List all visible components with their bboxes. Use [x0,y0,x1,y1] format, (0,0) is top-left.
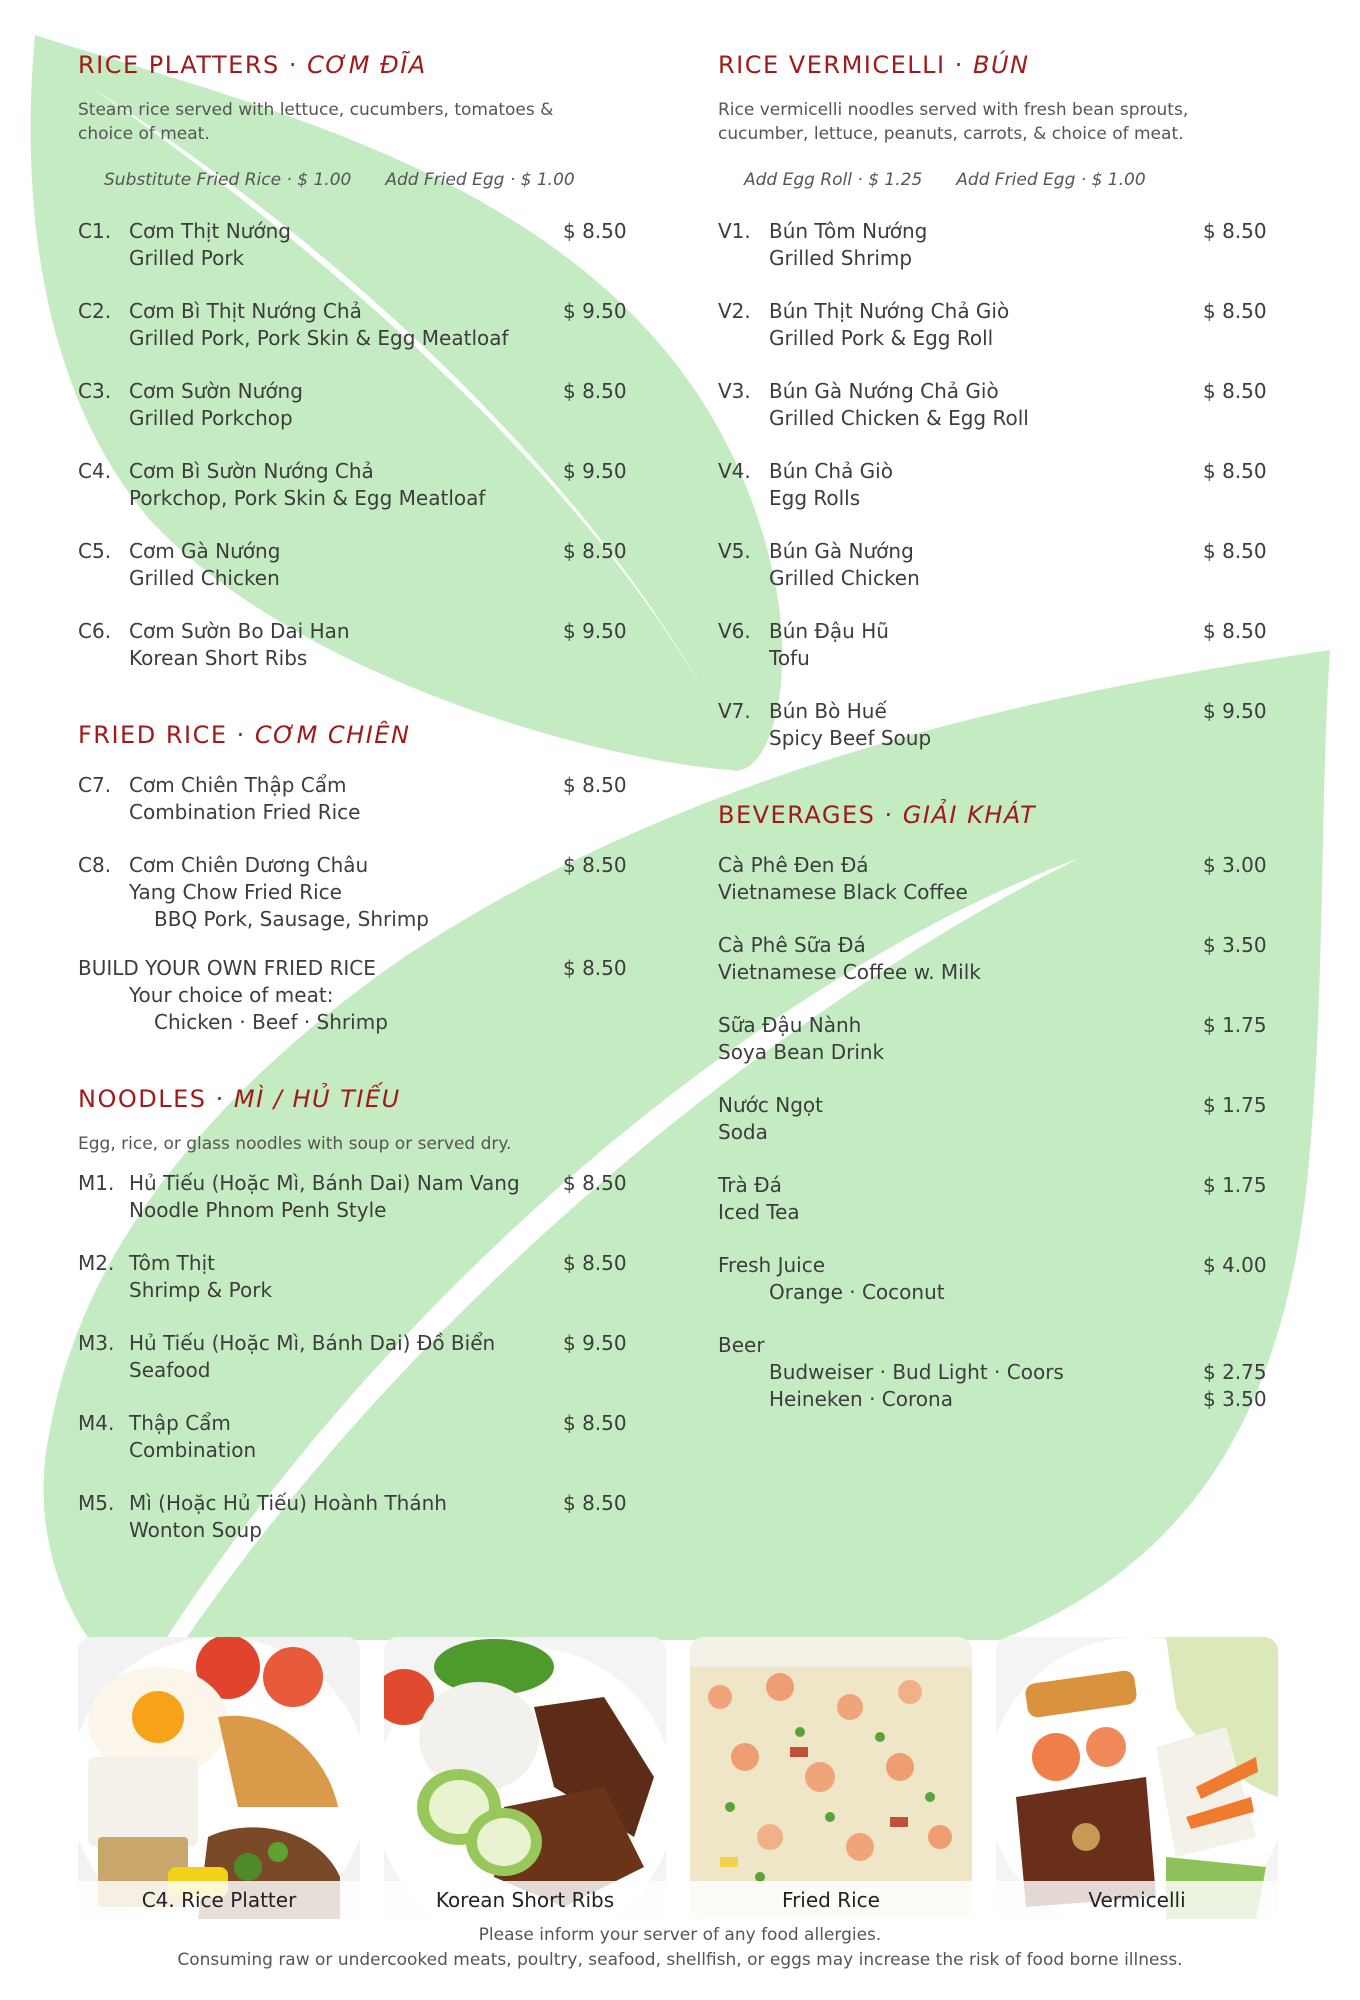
beverage-item: Cà Phê Đen Đá Vietnamese Black Coffee $ 3.00 [718,853,1267,904]
photo-caption: Vermicelli [996,1881,1278,1919]
photo-fried-rice [690,1637,972,1919]
rice-vermicelli-section [718,50,1278,752]
photo-vermicelli [996,1637,1278,1919]
photo-caption: C4. Rice Platter [78,1881,360,1919]
section-title: NOODLES · MÌ / HỦ TIẾU [78,1085,401,1113]
menu-item: V6. Bún Đậu Hũ Tofu $ 8.50 [718,619,1267,670]
fried-rice-illustration [690,1637,972,1919]
photo-caption: Korean Short Ribs [384,1881,666,1919]
menu-item: M3. Hủ Tiếu (Hoặc Mì, Bánh Dai) Đồ Biển Seafood $ 9.50 [78,1331,627,1382]
beverage-item: Trà Đá Iced Tea $ 1.75 [718,1173,1267,1224]
addon-options: Add Egg Roll · $ 1.25 Add Fried Egg · $ 1.00 [744,170,1146,190]
beverages-section [718,800,1278,1413]
menu-item: M4. Thập Cẩm Combination $ 8.50 [78,1411,627,1462]
right-column [718,50,1278,1413]
photo-korean-short-ribs [384,1637,666,1919]
rice-platters-section [78,50,638,672]
menu-item: C5. Cơm Gà Nướng Grilled Chicken $ 8.50 [78,539,627,590]
section-description: Egg, rice, or glass noodles with soup or served dry. [78,1134,512,1154]
menu-item: C2. Cơm Bì Thịt Nướng Chả Grilled Pork, Pork Skin & Egg Meatloaf $ 9.50 [78,299,627,350]
short-ribs-illustration [384,1637,666,1919]
menu-item: V3. Bún Gà Nướng Chả Giò Grilled Chicken & Egg Roll $ 8.50 [718,379,1267,430]
menu-item: V2. Bún Thịt Nướng Chả Giò Grilled Pork & Egg Roll $ 8.50 [718,299,1267,350]
menu-item: C1. Cơm Thịt Nướng Grilled Pork $ 8.50 [78,219,627,270]
menu-item: V5. Bún Gà Nướng Grilled Chicken $ 8.50 [718,539,1267,590]
menu-item: M2. Tôm Thịt Shrimp & Pork $ 8.50 [78,1251,627,1302]
beverage-item: Nước Ngọt Soda $ 1.75 [718,1093,1267,1144]
section-title: FRIED RICE · CƠM CHIÊN [78,721,411,749]
menu-item: C3. Cơm Sườn Nướng Grilled Porkchop $ 8.50 [78,379,627,430]
menu-item: V7. Bún Bò Huế Spicy Beef Soup $ 9.50 [718,699,1267,750]
noodles-section [78,1084,638,1544]
section-description: Steam rice served with lettuce, cucumbers, tomatoes & choice of meat. [78,100,554,144]
menu-item: C8. Cơm Chiên Dương Châu Yang Chow Fried Rice BBQ Pork, Sausage, Shrimp $ 8.50 [78,853,627,931]
vermicelli-illustration [996,1637,1278,1919]
section-description: Rice vermicelli noodles served with fresh bean sprouts, cucumber, lettuce, peanuts, carrots, & choice of meat. [718,100,1189,144]
section-title: BEVERAGES · GIẢI KHÁT [718,801,1037,829]
photo-rice-platter [78,1637,360,1919]
menu-item: V1. Bún Tôm Nướng Grilled Shrimp $ 8.50 [718,219,1267,270]
allergy-notice: Please inform your server of any food allergies. [478,1925,882,1945]
beverage-item: Sữa Đậu Nành Soya Bean Drink $ 1.75 [718,1013,1267,1064]
menu-item: C7. Cơm Chiên Thập Cẩm Combination Fried Rice $ 8.50 [78,773,627,824]
addon-options: Substitute Fried Rice · $ 1.00 Add Fried Egg · $ 1.00 [104,170,575,190]
section-title: RICE PLATTERS · CƠM ĐĨA [78,51,427,79]
beverage-item-beer: Beer Budweiser · Bud Light · Coors Heineken · Corona $ 2.75 $ 3.50 [718,1333,1267,1411]
rice-platter-illustration [78,1637,360,1919]
fried-rice-section [78,720,638,1036]
photo-caption: Fried Rice [690,1881,972,1919]
menu-item: V4. Bún Chả Giò Egg Rolls $ 8.50 [718,459,1267,510]
menu-item: C4. Cơm Bì Sườn Nướng Chả Porkchop, Pork Skin & Egg Meatloaf $ 9.50 [78,459,627,510]
food-safety-notice: Consuming raw or undercooked meats, poultry, seafood, shellfish, or eggs may increase the risk of food borne illness. [177,1950,1183,1970]
beverage-item-juice: Fresh Juice Orange · Coconut $ 4.00 [718,1253,1267,1304]
section-title: RICE VERMICELLI · BÚN [718,51,1030,79]
left-column [78,50,638,1544]
menu-item: C6. Cơm Sườn Bo Dai Han Korean Short Ribs $ 9.50 [78,619,627,670]
beverage-item: Cà Phê Sữa Đá Vietnamese Coffee w. Milk $ 3.50 [718,933,1267,984]
menu-item-build-your-own: BUILD YOUR OWN FRIED RICE Your choice of meat: Chicken · Beef · Shrimp $ 8.50 [78,956,627,1034]
menu-item: M1. Hủ Tiếu (Hoặc Mì, Bánh Dai) Nam Vang Noodle Phnom Penh Style $ 8.50 [78,1171,627,1222]
menu-item: M5. Mì (Hoặc Hủ Tiếu) Hoành Thánh Wonton Soup $ 8.50 [78,1491,627,1542]
